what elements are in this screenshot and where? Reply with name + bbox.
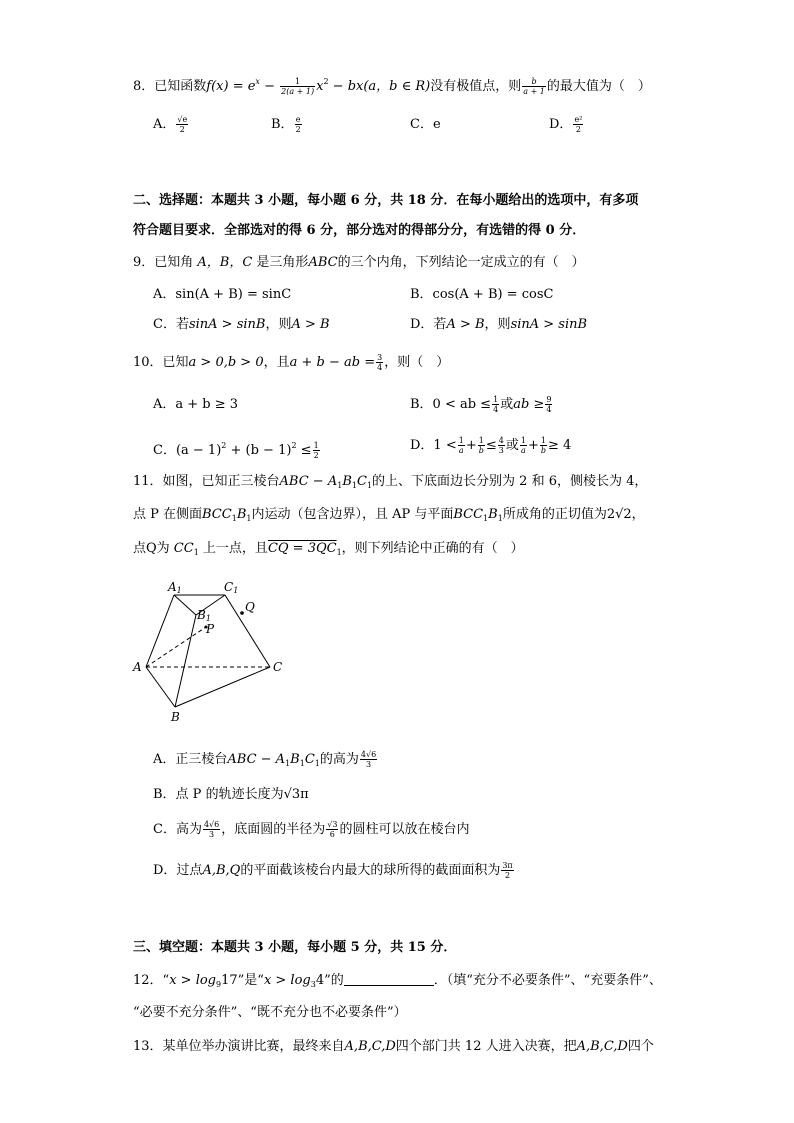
q11-c-den2: 6 — [329, 830, 335, 839]
q11-l2-sub4: 1 — [497, 514, 503, 523]
q13-b: A,B,C,D — [344, 1039, 396, 1054]
q9-c-b: sinA > sinB — [188, 317, 266, 332]
q11-a-sub1: 1 — [285, 759, 291, 768]
q8-x: x — [316, 79, 324, 94]
q8-text-b: 没有极值点，则 — [430, 79, 522, 94]
q11-l2-sub1: 1 — [231, 514, 237, 523]
q11-b-a: B．点 P 的轨迹长度为 — [153, 787, 284, 802]
q10-option-b — [410, 395, 553, 415]
q9-c-d: A > B — [291, 317, 330, 332]
q9-d-b: A > B — [446, 317, 485, 332]
q11-l3-b: CC — [173, 541, 194, 556]
q8-a-frac — [176, 115, 188, 134]
q10-d-f1n: 1 — [458, 436, 464, 445]
q10-d-f5n: 1 — [540, 436, 546, 445]
edge-a1-a — [146, 595, 174, 667]
q12-b: x > log — [169, 973, 216, 988]
q11-l1-e: 的上、下底面边长分别为 2 和 6，侧棱长为 4， — [372, 474, 648, 489]
label-c: C — [273, 660, 283, 674]
q12-d2: 4 — [315, 973, 325, 988]
q11-a-c: B — [290, 752, 300, 767]
segment-a-p — [146, 627, 206, 667]
q8-minus: − — [259, 79, 280, 94]
q8-text-a: 8．已知函数 — [133, 79, 207, 94]
q8-frac1-num: 1 — [280, 77, 315, 87]
q12-f: ．（填“充分不必要条件”、“充要条件”、 — [433, 973, 662, 988]
q11-a-a: A．正三棱台 — [153, 752, 228, 767]
q8-frac1 — [280, 77, 315, 96]
question-11-line2 — [133, 505, 645, 529]
q9-text-c: 的三个内角，下列结论一定成立的有（ ） — [337, 255, 585, 270]
q13-e: 四个 — [627, 1039, 654, 1054]
q11-option-a — [153, 750, 378, 774]
answer-blank[interactable] — [344, 971, 434, 986]
q11-l1-d: C — [356, 474, 367, 489]
q8-d-label: D． — [549, 117, 573, 132]
label-q: Q — [245, 600, 255, 614]
question-12-line2: “必要不充分条件”、“既不充分也不必要条件”） — [133, 1005, 407, 1020]
question-8-stem — [133, 72, 651, 97]
q10-b-frac1 — [492, 395, 499, 414]
q10-d-plus: + — [465, 438, 477, 453]
q11-a-sub3: 1 — [314, 759, 320, 768]
q10-c-a: C．(a − 1) — [153, 443, 222, 458]
q10-c-num: 1 — [313, 441, 319, 450]
q11-l2-sub2: 1 — [246, 514, 252, 523]
q10-d-f4d: a — [521, 446, 526, 455]
q9-option-d — [410, 315, 587, 335]
q10-option-c — [153, 436, 321, 461]
q10-d-f5d: b — [540, 446, 546, 455]
q10-b-a: B．0 < ab ≤ — [410, 397, 492, 412]
q11-l3-d: CQ = 3QC — [267, 541, 337, 556]
q11-c-c: 的圆柱可以放在棱台内 — [339, 822, 470, 837]
q9-text-a: 9．已知角 — [133, 255, 198, 270]
q9-c-a: C．若 — [153, 317, 189, 332]
q10-d-f5 — [540, 436, 547, 455]
q10-text-b: ，且 — [263, 355, 290, 370]
q10-d-f2 — [478, 436, 485, 455]
q11-d-b: A,B,Q — [202, 863, 241, 878]
q10-c-sq: 2 — [221, 441, 227, 450]
q11-c-frac1 — [203, 820, 220, 839]
q8-b-frac — [295, 115, 302, 134]
q10-c-sq2: 2 — [291, 441, 297, 450]
q11-l2-i: ， — [631, 507, 645, 522]
q8-text-c: 的最大值为（ ） — [546, 79, 651, 94]
q8-frac2-den: a + 1 — [523, 87, 545, 96]
q11-l1-b: ABC − A — [279, 474, 338, 489]
section-2-heading-line2: 符合题目要求．全部选对的得 6 分，部分选对的得部分分，有选错的得 0 分． — [133, 223, 586, 238]
q11-l1-sub2: 1 — [351, 481, 357, 490]
q10-b-den: 4 — [493, 405, 499, 414]
q11-a-sub2: 1 — [299, 759, 305, 768]
q11-l2-sub3: 1 — [483, 514, 489, 523]
q11-c-b: ，底面圆的半径为 — [221, 822, 326, 837]
q11-l3-e: ，则下列结论中正确的有（ ） — [341, 541, 524, 556]
q9-option-a: A．sin(A + B) = sinC — [153, 287, 292, 302]
q11-a-e: 的高为 — [319, 752, 359, 767]
q10-c-c: ≤ — [296, 443, 312, 458]
q11-d-frac — [501, 861, 513, 880]
q8-a-den: 2 — [179, 125, 185, 134]
label-c1: C1 — [224, 580, 239, 595]
q10-c-b: + (b − 1) — [226, 443, 292, 458]
q10-d-f3d: 3 — [498, 446, 504, 455]
q12-d-sub: 3 — [310, 980, 316, 989]
q9-text-b: 是三角形 — [252, 255, 309, 270]
q8-b-label: B． — [271, 117, 294, 132]
label-b: B — [171, 710, 180, 724]
q12-b2: 17 — [221, 973, 238, 988]
question-11-line3 — [133, 539, 524, 563]
q8-frac1-den: 2(a + 1) — [281, 87, 315, 96]
q9-d-a: D．若 — [410, 317, 447, 332]
q8-exp: x — [255, 77, 260, 86]
q11-option-d — [153, 861, 515, 881]
q8-frac2-num: b — [522, 77, 546, 87]
q10-d-f3n: 4 — [498, 436, 504, 445]
edge-b-c — [175, 667, 270, 707]
point-q — [240, 611, 244, 615]
q10-d-f1 — [458, 436, 465, 455]
q10-c-den: 2 — [313, 451, 319, 460]
q10-b-num2: 9 — [546, 395, 552, 404]
q11-l1-sub1: 1 — [337, 481, 343, 490]
q8-d-den: 2 — [575, 125, 581, 134]
q10-d-f4 — [520, 436, 527, 455]
q13-d: A,B,C,D — [576, 1039, 628, 1054]
q8-b-num: e — [295, 115, 301, 124]
q10-d-f3 — [498, 436, 505, 455]
q8-option-c — [410, 115, 441, 135]
q11-l1-a: 11．如图，已知正三棱台 — [133, 474, 280, 489]
q11-l2-g: 所成角的正切值为 — [502, 507, 607, 522]
q11-c-num: 4√6 — [203, 820, 220, 829]
q12-e: ”的 — [324, 973, 344, 988]
q8-a-label: A． — [153, 117, 176, 132]
q10-d-f4n: 1 — [520, 436, 526, 445]
q11-l2-d: 内运动（包含边界），且 AP 与平面 — [251, 507, 454, 522]
q8-d-num: e² — [574, 115, 583, 124]
q11-l1-sub3: 1 — [366, 481, 373, 490]
q10-eq-den: 4 — [377, 363, 383, 372]
q8-frac2 — [522, 77, 546, 96]
q11-option-b — [153, 785, 309, 805]
q8-d-frac — [573, 115, 583, 134]
edge-b1-b — [175, 615, 196, 707]
q11-l2-f: B — [488, 507, 498, 522]
q11-a-den: 3 — [365, 760, 372, 769]
label-a1: A1 — [168, 580, 182, 595]
q9-vars: A，B，C — [197, 255, 253, 270]
q8-sq: 2 — [323, 77, 329, 86]
q8-option-b — [271, 115, 303, 135]
q10-b-frac2 — [545, 395, 552, 414]
q8-b-den: 2 — [295, 125, 301, 134]
q11-a-frac — [360, 750, 377, 769]
q13-c: 四个部门共 12 人进入决赛，把 — [395, 1039, 577, 1054]
q11-c-den: 3 — [209, 830, 215, 839]
q11-l2-h: 2√2 — [606, 507, 632, 522]
q8-rest: − bx(a，b ∈ R) — [328, 79, 431, 94]
q10-option-a: A．a + b ≥ 3 — [153, 397, 239, 412]
q10-d-f1d: a — [458, 446, 464, 455]
q11-l3-sub2: 1 — [336, 548, 342, 557]
q8-c-label: C．e — [410, 117, 441, 132]
q9-d-c: ，则 — [484, 317, 511, 332]
q10-text-c: ，则（ ） — [384, 355, 450, 370]
q10-b-num: 1 — [493, 395, 499, 404]
q9-d-d: sinA > sinB — [510, 317, 588, 332]
q11-d-den: 2 — [504, 871, 511, 880]
q12-d: x > log — [263, 973, 311, 988]
q10-d-or: 或 — [505, 438, 519, 453]
q11-a-num: 4√6 — [360, 750, 377, 759]
q8-option-d — [549, 115, 584, 135]
q8-a-num: √e — [177, 115, 188, 124]
q12-c: ”是“ — [237, 973, 264, 988]
q8-option-a — [153, 115, 189, 135]
question-12-line1 — [133, 971, 662, 995]
q11-b-b: √3π — [283, 787, 309, 802]
question-10-stem — [133, 353, 449, 373]
question-13-line1 — [133, 1037, 654, 1057]
q11-l2-c: B — [236, 507, 247, 522]
q10-c-frac — [313, 441, 320, 460]
q11-l2-b: BCC — [202, 507, 232, 522]
q11-l2-e: BCC — [453, 507, 484, 522]
q10-eq-frac — [376, 353, 383, 372]
q12-b-sub: 9 — [216, 980, 222, 989]
q10-d-plus2: + — [527, 438, 539, 453]
q10-cond: a > 0,b > 0 — [188, 355, 264, 370]
edge-a-b — [146, 667, 175, 707]
q9-option-b: B．cos(A + B) = cosC — [410, 287, 554, 302]
q8-func: f(x) = e — [206, 79, 256, 94]
q11-c-num2: √3 — [327, 820, 338, 829]
q11-a-b: ABC − A — [227, 752, 286, 767]
q9-c-c: ，则 — [265, 317, 292, 332]
q11-l1-c: B — [342, 474, 352, 489]
q12-a: 12．“ — [133, 973, 170, 988]
q10-eq-num: 3 — [377, 353, 383, 362]
q10-b-den2: 4 — [546, 405, 552, 414]
q10-b-or: 或 — [500, 397, 514, 412]
q10-d-a: D．1 < — [410, 438, 457, 453]
q13-a: 13．某单位举办演讲比赛，最终来自 — [133, 1039, 345, 1054]
q11-l3-c: 上一点，且 — [198, 541, 268, 556]
q11-option-c — [153, 820, 469, 840]
question-9-stem — [133, 253, 585, 273]
q11-d-c: 的平面截该棱台内最大的球所得的截面面积为 — [240, 863, 501, 878]
q11-c-frac2 — [326, 820, 338, 839]
frustum-figure — [130, 575, 300, 725]
section-3-heading: 三、填空题：本题共 3 小题，每小题 5 分，共 15 分． — [133, 940, 457, 955]
q10-option-d — [410, 436, 571, 456]
label-a: A — [133, 660, 142, 674]
question-11-line1 — [133, 472, 647, 496]
q10-eq: a + b − ab = — [289, 355, 376, 370]
q11-d-a: D．过点 — [153, 863, 203, 878]
q11-c-a: C．高为 — [153, 822, 202, 837]
label-b1: B1 — [197, 608, 211, 623]
q9-abc: ABC — [308, 255, 338, 270]
q11-a-d: C — [304, 752, 315, 767]
q11-l2-a: 点 P 在侧面 — [133, 507, 203, 522]
q11-l3-a: 点Q为 — [133, 541, 174, 556]
q10-d-ge: ≥ 4 — [548, 438, 572, 453]
q10-text-a: 10．已知 — [133, 355, 189, 370]
q10-b-c: ab ≥ — [513, 397, 545, 412]
label-p: P — [206, 622, 215, 636]
section-2-heading-line1: 二、选择题：本题共 3 小题，每小题 6 分，共 18 分．在每小题给出的选项中，有多项 — [133, 193, 639, 208]
q11-d-num: 3π — [502, 861, 513, 870]
q10-d-f2d: b — [478, 446, 484, 455]
q11-l3-sub1: 1 — [193, 548, 199, 557]
edge-a1-b1 — [174, 595, 196, 615]
q10-d-le: ≤ — [485, 438, 497, 453]
q10-d-f2n: 1 — [478, 436, 484, 445]
q9-option-c — [153, 315, 330, 335]
